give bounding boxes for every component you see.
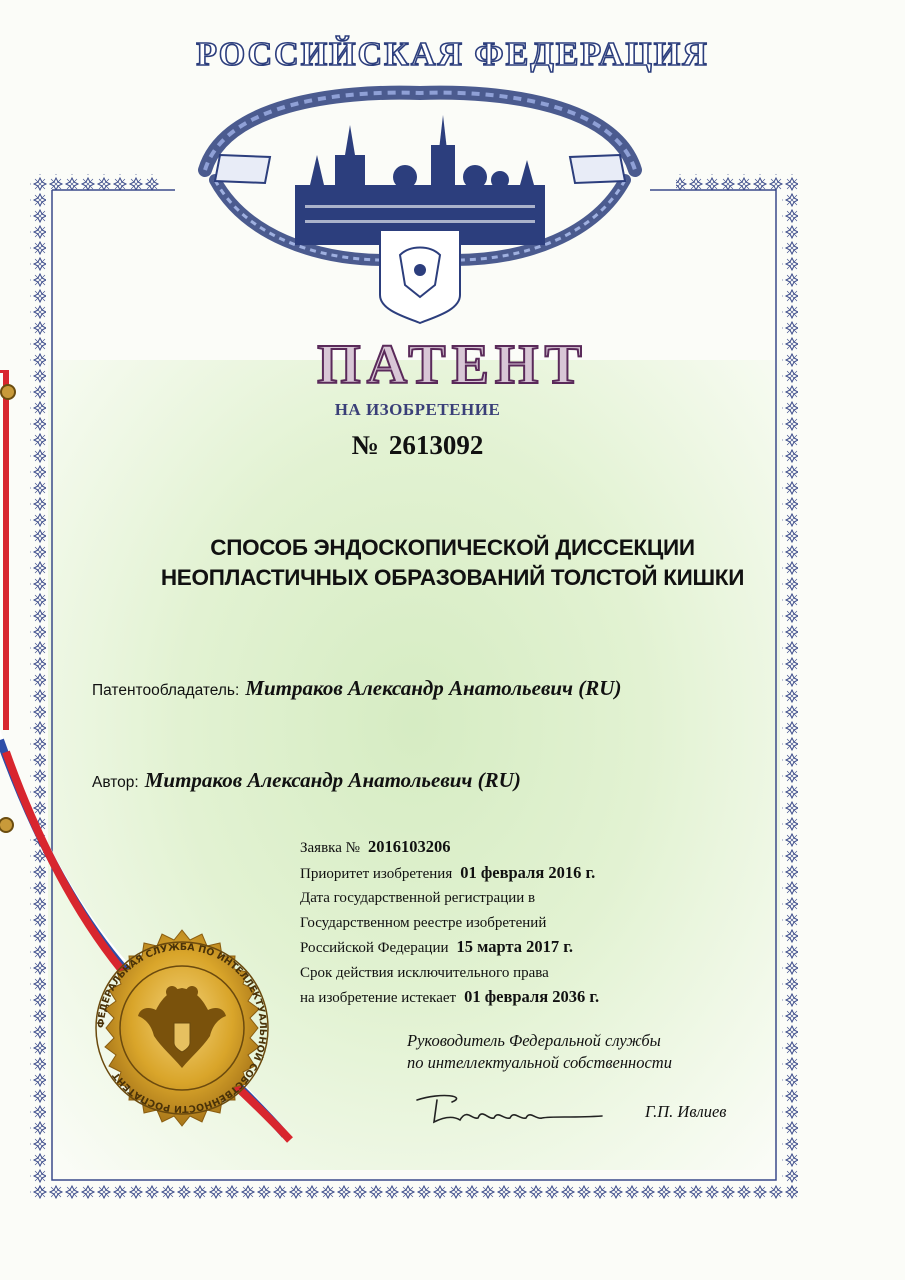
seal-text: ФЕДЕРАЛЬНАЯ СЛУЖБА ПО ИНТЕЛЛЕКТУАЛЬНОЙ СОБСТВЕННОСТИ РОСПАТЕНТ xyxy=(95,941,269,1115)
validity-label: на изобретение истекает xyxy=(300,990,457,1006)
kremlin-emblem-icon xyxy=(185,85,655,325)
official-seal-icon xyxy=(82,928,282,1128)
holder-label: Патентообладатель: xyxy=(92,682,240,699)
author-label: Автор: xyxy=(92,774,139,791)
position-line: по интеллектуальной собственности xyxy=(407,1053,672,1072)
registration-line: Государственном реестре изобретений xyxy=(300,914,547,931)
registration-date: 15 марта 2017 г. xyxy=(456,937,574,956)
application-label: Заявка № xyxy=(300,840,360,856)
priority-label: Приоритет изобретения xyxy=(300,865,453,882)
author-value: Митраков Александр Анатольевич (RU) xyxy=(144,768,521,792)
holder-value: Митраков Александр Анатольевич (RU) xyxy=(245,676,622,700)
priority-date: 01 февраля 2016 г. xyxy=(460,862,596,882)
registration-details xyxy=(300,835,599,1011)
registration-label: Российской Федерации xyxy=(300,940,449,956)
patent-subtitle: НА ИЗОБРЕТЕНИЕ xyxy=(334,400,501,419)
validity-line: Срок действия исключительного права xyxy=(300,964,549,981)
handwritten-signature xyxy=(412,1090,612,1130)
title-line: НЕОПЛАСТИЧНЫХ ОБРАЗОВАНИЙ ТОЛСТОЙ КИШКИ xyxy=(160,565,745,590)
patent-heading: ПАТЕНТ xyxy=(317,334,588,396)
patent-number-value: 2613092 xyxy=(388,430,484,460)
registration-line: Дата государственной регистрации в xyxy=(300,890,536,906)
signatory-name: Г.П. Ивлиев xyxy=(645,1102,727,1121)
application-number: 2016103206 xyxy=(367,837,451,856)
signatory-position xyxy=(407,1030,672,1074)
country-name: РОССИЙСКАЯ ФЕДЕРАЦИЯ xyxy=(196,36,709,73)
position-line: Руководитель Федеральной службы xyxy=(407,1031,661,1050)
validity-date: 01 февраля 2036 г. xyxy=(464,987,600,1006)
number-sign: № xyxy=(351,430,379,460)
title-line: СПОСОБ ЭНДОСКОПИЧЕСКОЙ ДИССЕКЦИИ xyxy=(210,535,695,560)
